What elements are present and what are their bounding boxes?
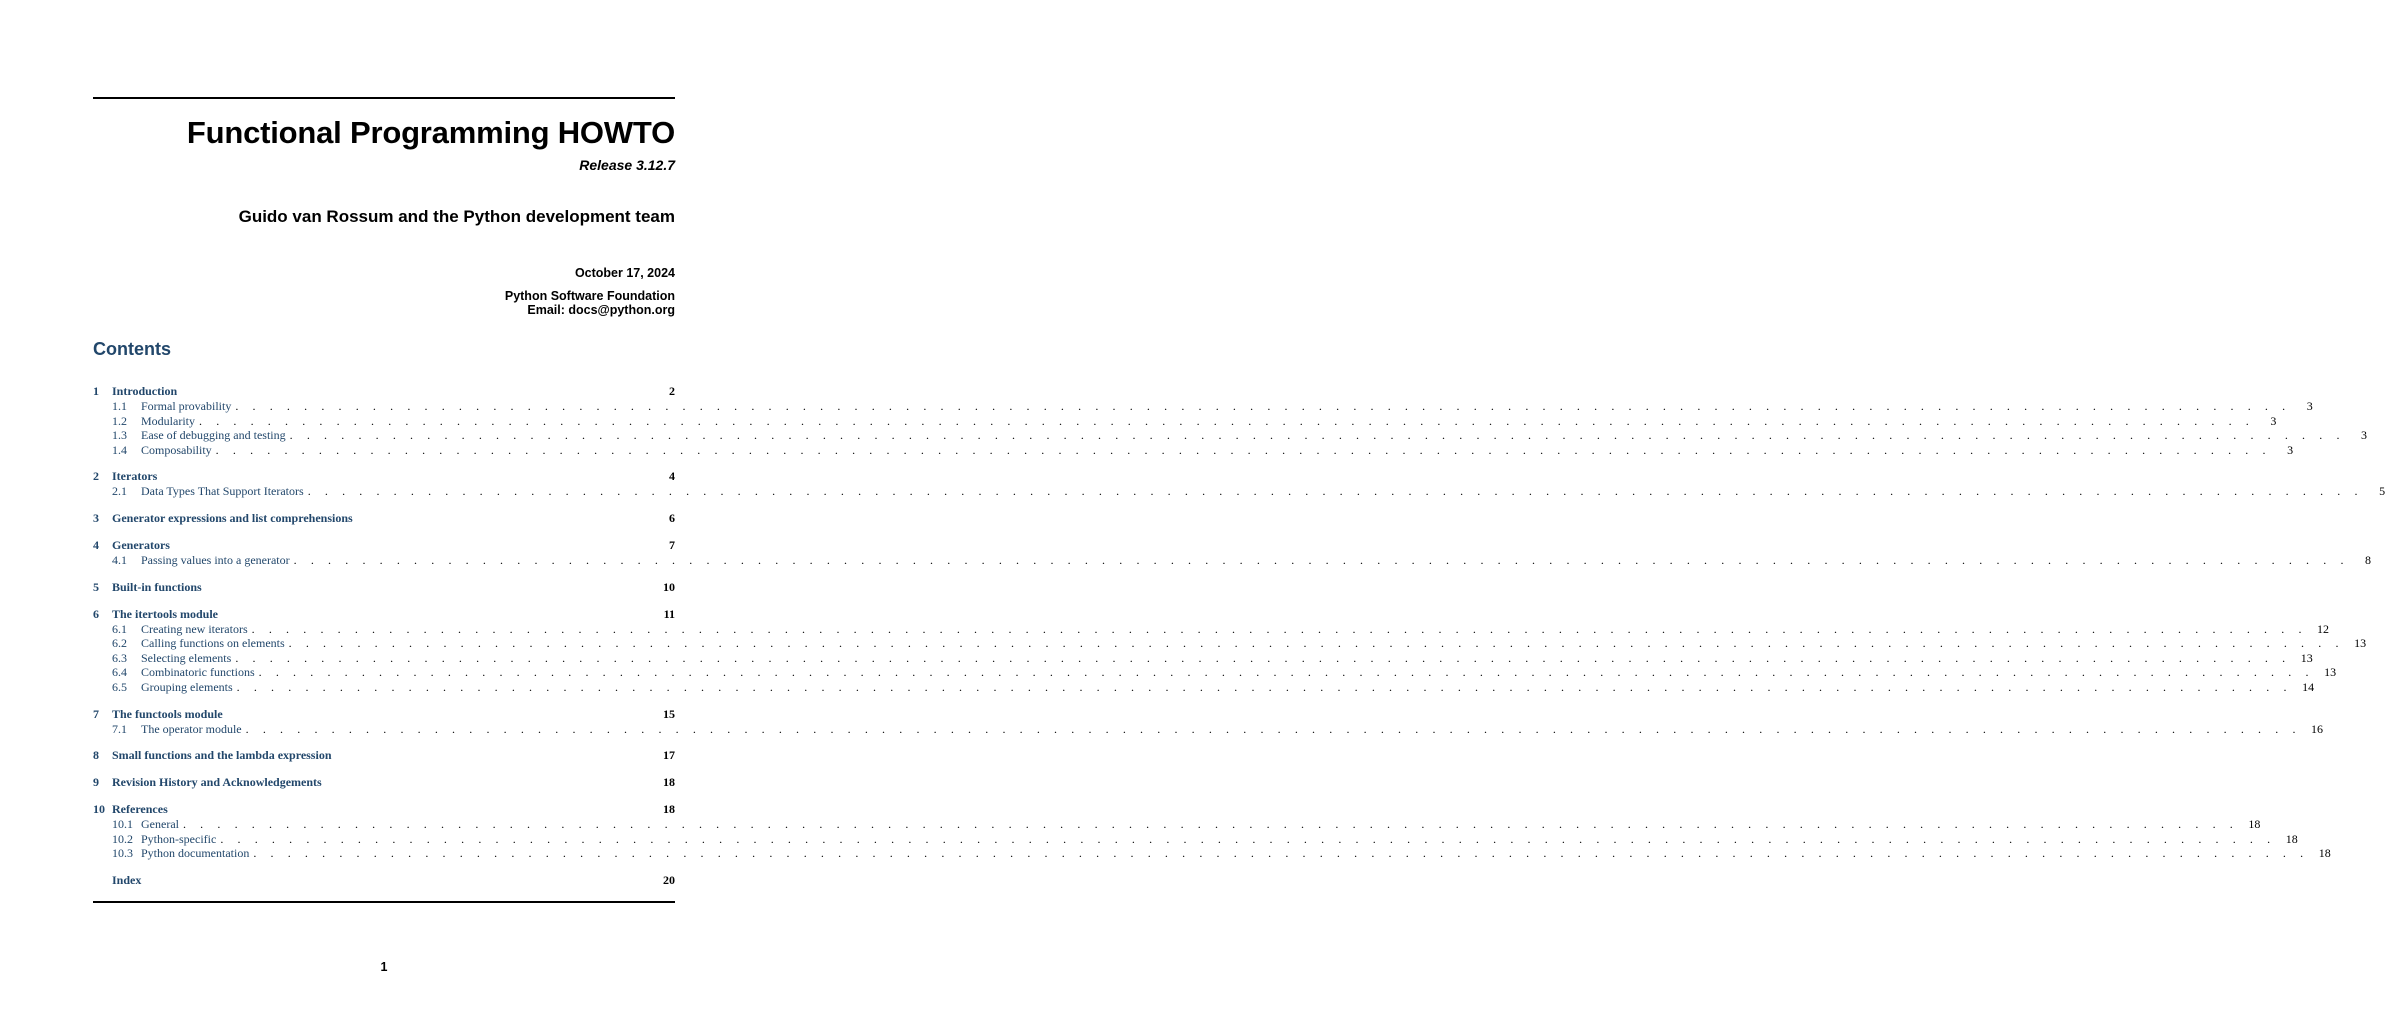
toc-section [93, 469, 2385, 499]
top-rule [93, 97, 675, 99]
toc-subsection-page: 3 [2287, 442, 2294, 457]
toc-subsection-number: 1.4 [112, 442, 127, 457]
toc-subsection-page: 3 [2270, 413, 2277, 428]
dot-leader: . . . . . . . . . . . . . . . . . . . . . . . . . . . . . . . . . . . . . . . . . . . . . . . . . . . . . . . . . . . . . . . . . . . . . . . . . . . . . . . . . . . . . . . . . . . . . . . . . . . . . . . . . . . . . . . . . . . . . . . . [215, 442, 2272, 457]
toc-section-link[interactable] [93, 802, 675, 817]
toc-section [93, 537, 2372, 568]
toc-subsection-number: 6.3 [112, 650, 127, 665]
toc-subsection-link[interactable] [93, 721, 2324, 737]
toc-section-link[interactable] [93, 538, 675, 553]
toc-section-link[interactable] [93, 748, 675, 763]
toc-subsection-title[interactable]: The operator module [141, 721, 242, 736]
dot-leader: . . . . . . . . . . . . . . . . . . . . . . . . . . . . . . . . . . . . . . . . . . . . . . . . . . . . . . . . . . . . . . . . . . . . . . . . . . . . . . . . . . . . . . . . . . . . . . . . . . . . . . . . . . . . . . . . . . . . . . . . [289, 428, 2346, 443]
document-date: October 17, 2024 [574, 266, 675, 280]
toc-section-link[interactable] [93, 873, 675, 888]
dot-leader: . . . . . . . . . . . . . . . . . . . . . . . . . . . . . . . . . . . . . . . . . . . . . . . . . . . . . . . . . . . . . . . . . . . . . . . . . . . . . . . . . . . . . . . . . . . . . . . . . . . . . . . . . . . . . . . . . . . . . . . . [258, 665, 2315, 680]
toc-subsection-link[interactable] [93, 484, 2385, 499]
toc-section [93, 775, 675, 790]
dot-leader: . . . . . . . . . . . . . . . . . . . . . . . . . . . . . . . . . . . . . . . . . . . . . . . . . . . . . . . . . . . . . . . . . . . . . . . . . . . . . . . . . . . . . . . . . . . . . . . . . . . . . . . . . . . . . . . . . . . . . . . . [235, 399, 2291, 413]
toc-subsection-page: 8 [2365, 552, 2372, 567]
contact-email: Email: docs@python.org [527, 303, 675, 317]
toc-section-page: 6 [669, 510, 675, 525]
toc-section-title[interactable]: The itertools module [112, 606, 218, 621]
toc-subsection-number: 6.1 [112, 621, 127, 636]
toc-section-link[interactable] [93, 511, 675, 526]
toc-section [93, 511, 675, 526]
toc-subsection-number: 7.1 [112, 721, 127, 736]
toc-subsection-link[interactable] [93, 399, 2313, 414]
page-number: 1 [380, 960, 388, 974]
toc-subsection-title[interactable]: Ease of debugging and testing [141, 428, 286, 443]
toc-subsection-link[interactable] [93, 413, 2277, 429]
author-line: Guido van Rossum and the Python development team [238, 207, 675, 226]
toc-section-page: 11 [663, 606, 675, 621]
toc-section-link[interactable] [93, 607, 675, 622]
release-label: Release 3.12.7 [579, 157, 675, 173]
toc-subsection-page: 5 [2379, 484, 2385, 499]
toc-section-title[interactable]: Revision History and Acknowledgements [112, 775, 322, 790]
toc-subsection-link[interactable] [93, 621, 2330, 637]
toc-subsection-title[interactable]: Formal provability [141, 399, 232, 413]
toc-subsection-link[interactable] [93, 442, 2294, 458]
toc-section [93, 706, 2324, 737]
toc-subsection-link[interactable] [93, 679, 2315, 695]
dot-leader: . . . . . . . . . . . . . . . . . . . . . . . . . . . . . . . . . . . . . . . . . . . . . . . . . . . . . . . . . . . . . . . . . . . . . . . . . . . . . . . . . . . . . . . . . . . . . . . . . . . . . . . . . . . . . . . . . . . . . . . . [199, 413, 2255, 428]
dot-leader: . . . . . . . . . . . . . . . . . . . . . . . . . . . . . . . . . . . . . . . . . . . . . . . . . . . . . . . . . . . . . . . . . . . . . . . . . . . . . . . . . . . . . . . . . . . . . . . . . . . . . . . . . . . . . . . . . . . . . . . . [293, 552, 2350, 567]
toc-section-page: 18 [663, 775, 675, 790]
toc-subsection-title[interactable]: Modularity [141, 413, 195, 428]
toc-section-number: 6 [93, 606, 99, 621]
toc-subsection-number: 4.1 [112, 552, 127, 567]
toc-section-title[interactable]: Generator expressions and list comprehensions [112, 510, 353, 525]
toc-section-page: 4 [669, 469, 675, 484]
toc-section-number: 4 [93, 537, 99, 552]
toc-section-link[interactable] [93, 580, 675, 595]
toc-subsection-link[interactable] [93, 636, 2367, 651]
toc-section-page: 20 [663, 872, 675, 887]
toc-section-title[interactable]: The functools module [112, 706, 223, 721]
toc-subsection-title[interactable]: Creating new iterators [141, 621, 248, 636]
toc-section-number: 5 [93, 579, 99, 594]
toc-subsection-number: 6.5 [112, 679, 127, 694]
toc-section-page: 15 [663, 706, 675, 721]
dot-leader: . . . . . . . . . . . . . . . . . . . . . . . . . . . . . . . . . . . . . . . . . . . . . . . . . . . . . . . . . . . . . . . . . . . . . . . . . . . . . . . . . . . . . . . . . . . . . . . . . . . . . . . . . . . . . . . . . . . . . . . . [245, 721, 2302, 736]
toc-subsection-number: 1.3 [112, 428, 127, 443]
toc-subsection-page: 18 [2318, 846, 2331, 861]
toc-section-title[interactable]: References [112, 802, 168, 817]
toc-subsection-link[interactable] [93, 665, 2337, 680]
toc-subsection-title[interactable]: Python documentation [141, 846, 250, 861]
document-title: Functional Programming HOWTO [186, 115, 675, 150]
toc-section-link[interactable] [93, 469, 675, 484]
table-of-contents [93, 384, 2385, 900]
toc-subsection-page: 18 [2285, 831, 2298, 846]
toc-subsection-link[interactable] [93, 846, 2331, 861]
toc-section-title[interactable]: Index [112, 872, 142, 887]
toc-section-title[interactable]: Built-in functions [112, 579, 202, 594]
toc-subsection-number: 10.2 [112, 831, 133, 846]
toc-subsection-page: 3 [2361, 428, 2368, 443]
toc-subsection-title[interactable]: Composability [141, 442, 212, 457]
dot-leader: . . . . . . . . . . . . . . . . . . . . . . . . . . . . . . . . . . . . . . . . . . . . . . . . . . . . . . . . . . . . . . . . . . . . . . . . . . . . . . . . . . . . . . . . . . . . . . . . . . . . . . . . . . . . . . . . . . . . . . . . [236, 679, 2293, 694]
toc-subsection-number: 10.1 [112, 817, 133, 832]
toc-subsection-title[interactable]: Grouping elements [141, 679, 233, 694]
toc-subsection-page: 12 [2317, 621, 2330, 636]
toc-section-number: 1 [93, 384, 99, 398]
dot-leader: . . . . . . . . . . . . . . . . . . . . . . . . . . . . . . . . . . . . . . . . . . . . . . . . . . . . . . . . . . . . . . . . . . . . . . . . . . . . . . . . . . . . . . . . . . . . . . . . . . . . . . . . . . . . . . . . . . . . . . . . [307, 484, 2364, 499]
toc-section-number: 2 [93, 469, 99, 484]
toc-section-title[interactable]: Iterators [112, 469, 158, 484]
dot-leader: . . . . . . . . . . . . . . . . . . . . . . . . . . . . . . . . . . . . . . . . . . . . . . . . . . . . . . . . . . . . . . . . . . . . . . . . . . . . . . . . . . . . . . . . . . . . . . . . . . . . . . . . . . . . . . . . . . . . . . . . [182, 817, 2239, 832]
toc-section-title[interactable]: Introduction [112, 384, 178, 398]
toc-section-page: 18 [663, 802, 675, 817]
toc-subsection-page: 13 [2300, 650, 2313, 665]
toc-section-page: 17 [663, 748, 675, 763]
toc-section-number: 8 [93, 748, 99, 763]
toc-subsection-link[interactable] [93, 817, 2261, 832]
toc-section-number: 3 [93, 510, 99, 525]
toc-subsection-title[interactable]: General [141, 817, 179, 832]
toc-section-page: 2 [669, 384, 675, 398]
toc-section [93, 873, 675, 888]
dot-leader: . . . . . . . . . . . . . . . . . . . . . . . . . . . . . . . . . . . . . . . . . . . . . . . . . . . . . . . . . . . . . . . . . . . . . . . . . . . . . . . . . . . . . . . . . . . . . . . . . . . . . . . . . . . . . . . . . . . . . . . . [251, 621, 2308, 636]
toc-subsection-link[interactable] [93, 428, 2368, 443]
toc-subsection-number: 6.2 [112, 636, 127, 651]
contents-heading: Contents [93, 339, 171, 359]
toc-section-title[interactable]: Small functions and the lambda expression [112, 748, 332, 763]
toc-section-link[interactable] [93, 775, 675, 790]
toc-subsection-title[interactable]: Python-specific [141, 831, 217, 846]
organization: Python Software Foundation [504, 289, 675, 303]
toc-section-number: 10 [93, 802, 105, 817]
toc-section-number: 7 [93, 706, 99, 721]
toc-subsection-number: 1.1 [112, 399, 127, 413]
toc-subsection-title[interactable]: Selecting elements [141, 650, 232, 665]
toc-subsection-title[interactable]: Combinatoric functions [141, 665, 255, 680]
toc-subsection-title[interactable]: Passing values into a generator [141, 552, 290, 567]
toc-subsection-number: 6.4 [112, 665, 127, 680]
toc-section [93, 606, 2367, 695]
bottom-rule [93, 901, 675, 903]
toc-subsection-link[interactable] [93, 650, 2313, 666]
toc-subsection-page: 13 [2354, 636, 2367, 651]
toc-section-title[interactable]: Generators [112, 537, 170, 552]
dot-leader: . . . . . . . . . . . . . . . . . . . . . . . . . . . . . . . . . . . . . . . . . . . . . . . . . . . . . . . . . . . . . . . . . . . . . . . . . . . . . . . . . . . . . . . . . . . . . . . . . . . . . . . . . . . . . . . . . . . . . . . . [235, 650, 2291, 665]
toc-subsection-page: 18 [2248, 817, 2261, 832]
toc-subsection-number: 2.1 [112, 484, 127, 499]
toc-subsection-link[interactable] [93, 831, 2298, 847]
toc-section-number [93, 873, 112, 888]
toc-section-page: 10 [663, 579, 675, 594]
toc-subsection-link[interactable] [93, 552, 2372, 568]
toc-section-page: 7 [669, 537, 675, 552]
toc-section [93, 580, 675, 595]
toc-subsection-page: 16 [2311, 721, 2324, 736]
toc-subsection-number: 1.2 [112, 413, 127, 428]
toc-subsection-title[interactable]: Calling functions on elements [141, 636, 285, 651]
toc-subsection-page: 3 [2306, 399, 2313, 413]
toc-section-link[interactable] [93, 384, 675, 399]
toc-section-link[interactable] [93, 707, 675, 722]
dot-leader: . . . . . . . . . . . . . . . . . . . . . . . . . . . . . . . . . . . . . . . . . . . . . . . . . . . . . . . . . . . . . . . . . . . . . . . . . . . . . . . . . . . . . . . . . . . . . . . . . . . . . . . . . . . . . . . . . . . . . . . . [253, 846, 2309, 861]
toc-subsection-page: 14 [2302, 679, 2315, 694]
toc-section [93, 802, 2331, 861]
toc-subsection-number: 10.3 [112, 846, 133, 861]
toc-section [93, 748, 675, 763]
toc-subsection-title[interactable]: Data Types That Support Iterators [141, 484, 304, 499]
toc-section [93, 384, 2368, 457]
dot-leader: . . . . . . . . . . . . . . . . . . . . . . . . . . . . . . . . . . . . . . . . . . . . . . . . . . . . . . . . . . . . . . . . . . . . . . . . . . . . . . . . . . . . . . . . . . . . . . . . . . . . . . . . . . . . . . . . . . . . . . . . [288, 636, 2345, 651]
dot-leader: . . . . . . . . . . . . . . . . . . . . . . . . . . . . . . . . . . . . . . . . . . . . . . . . . . . . . . . . . . . . . . . . . . . . . . . . . . . . . . . . . . . . . . . . . . . . . . . . . . . . . . . . . . . . . . . . . . . . . . . . [220, 831, 2276, 846]
toc-section-number: 9 [93, 775, 99, 790]
toc-subsection-page: 13 [2324, 665, 2337, 680]
